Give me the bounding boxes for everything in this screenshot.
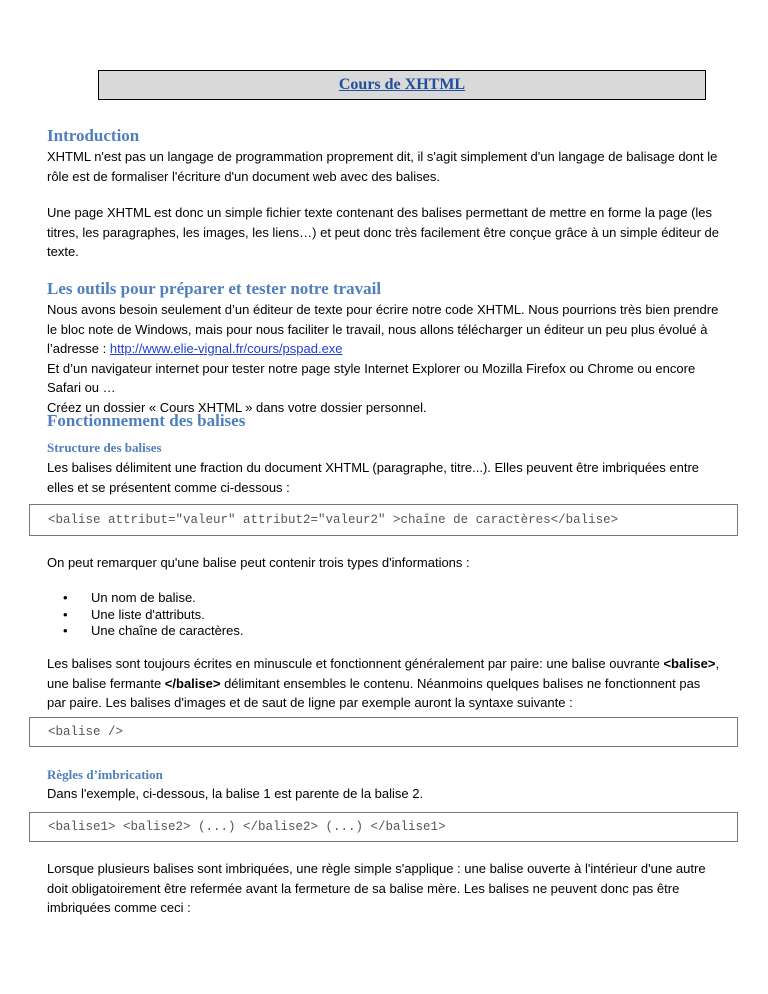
text-line: Safari ou … bbox=[47, 380, 116, 395]
text-line: On peut remarquer qu'une balise peut contenir trois types d'informations : bbox=[47, 555, 470, 570]
list-item bbox=[47, 590, 243, 607]
intro-paragraph-1 bbox=[47, 147, 727, 186]
list-item-text: Une chaîne de caractères. bbox=[91, 623, 244, 638]
list-item bbox=[47, 607, 243, 624]
text-line: imbriquées comme ceci : bbox=[47, 900, 191, 915]
code-block-1 bbox=[29, 504, 738, 536]
opening-tag-text: <balise> bbox=[663, 656, 716, 671]
info-list bbox=[47, 590, 243, 640]
document-title: Cours de XHTML bbox=[338, 76, 466, 93]
text-line: le bloc note de Windows, mais pour nous faciliter le travail, nous allons télécharger un éditeur un peu plus évolué à bbox=[47, 321, 708, 337]
text-line: XHTML n'est pas un langage de programmation proprement dit, il s'agit simplement d'un langage de balisage dont le bbox=[47, 149, 718, 164]
text-segment: Les balises sont toujours écrites en minuscule et fonctionnent généralement par paire: une balise ouvrante bbox=[47, 656, 664, 671]
text-line: rôle est de formaliser l'écriture d'un document web avec des balises. bbox=[47, 168, 440, 184]
bullet-icon: • bbox=[63, 590, 68, 605]
text-line: Dans l'exemple, ci-dessous, la balise 1 est parente de la balise 2. bbox=[47, 786, 424, 801]
code-text: <balise /> bbox=[48, 725, 124, 739]
bullet-icon: • bbox=[63, 623, 68, 638]
text-line: Les balises délimitent une fraction du document XHTML (paragraphe, titre...). Elles peuvent être imbriquées entre bbox=[47, 460, 700, 475]
text-line: doit obligatoirement être refermée avant la fermeture de sa balise mère. Les balises ne peuvent donc pas être bbox=[47, 880, 680, 896]
text-line: Une page XHTML est donc un simple fichier texte contenant des balises permettant de mettre en forme la page (les bbox=[47, 205, 713, 220]
heading-structure: Structure des balises bbox=[47, 440, 162, 455]
nesting-rule-paragraph bbox=[47, 859, 727, 918]
text-line bbox=[47, 654, 727, 674]
text-segment: délimitant ensembles le contenu. Néanmoins quelques balises ne fonctionnent pas bbox=[220, 675, 701, 691]
text-line: Lorsque plusieurs balises sont imbriquées, une règle simple s'applique : une balise ouverte à l'intérieur d'une autre bbox=[47, 861, 706, 876]
text-line: texte. bbox=[47, 244, 79, 259]
intro-paragraph-2 bbox=[47, 203, 727, 262]
code-block-2 bbox=[29, 717, 738, 747]
text-line: Nous avons besoin seulement d’un éditeur de texte pour écrire notre code XHTML. Nous pourrions très bien prendre bbox=[47, 302, 719, 317]
code-block-3 bbox=[29, 812, 738, 842]
document-title-box bbox=[98, 70, 706, 100]
text-line: Créez un dossier « Cours XHTML » dans votre dossier personnel. bbox=[47, 399, 427, 415]
structure-paragraph bbox=[47, 458, 727, 497]
code-text: <balise1> <balise2> (...) </balise2> (...) </balise1> bbox=[48, 820, 446, 834]
heading-imbrication: Règles d’imbrication bbox=[47, 767, 163, 782]
heading-tools: Les outils pour préparer et tester notre travail bbox=[47, 279, 382, 298]
heading-introduction: Introduction bbox=[47, 126, 140, 145]
list-item bbox=[47, 623, 243, 640]
text-segment: , bbox=[715, 656, 720, 671]
tools-paragraph bbox=[47, 300, 727, 417]
text-line: titres, les paragraphes, les images, les liens…) et peut donc très facilement être conçue grâce à un simple éditeur de bbox=[47, 224, 720, 240]
text-line bbox=[47, 674, 727, 694]
text-segment: une balise fermante bbox=[47, 675, 165, 691]
imbrication-paragraph bbox=[47, 784, 727, 804]
text-line: par paire. Les balises d'images et de saut de ligne par exemple auront la syntaxe suivante : bbox=[47, 695, 573, 710]
text-line bbox=[47, 339, 727, 359]
list-item-text: Un nom de balise. bbox=[91, 590, 196, 605]
text-line: elles et se présentent comme ci-dessous : bbox=[47, 479, 290, 495]
syntax-paragraph bbox=[47, 654, 727, 713]
text-line: Et d’un navigateur internet pour tester notre page style Internet Explorer ou Mozilla Firefox ou Chrome ou encore bbox=[47, 360, 696, 376]
remark-paragraph bbox=[47, 553, 727, 573]
code-text: <balise attribut="valeur" attribut2="valeur2" >chaîne de caractères</balise> bbox=[48, 513, 619, 527]
download-link[interactable]: http://www.elie-vignal.fr/cours/pspad.exe bbox=[109, 341, 343, 356]
bullet-icon: • bbox=[63, 606, 68, 622]
list-item-text: Une liste d'attributs. bbox=[91, 606, 205, 622]
text-segment: l’adresse : bbox=[47, 341, 110, 356]
heading-balises: Fonctionnement des balises bbox=[47, 411, 246, 430]
closing-tag-text: </balise> bbox=[164, 675, 221, 691]
